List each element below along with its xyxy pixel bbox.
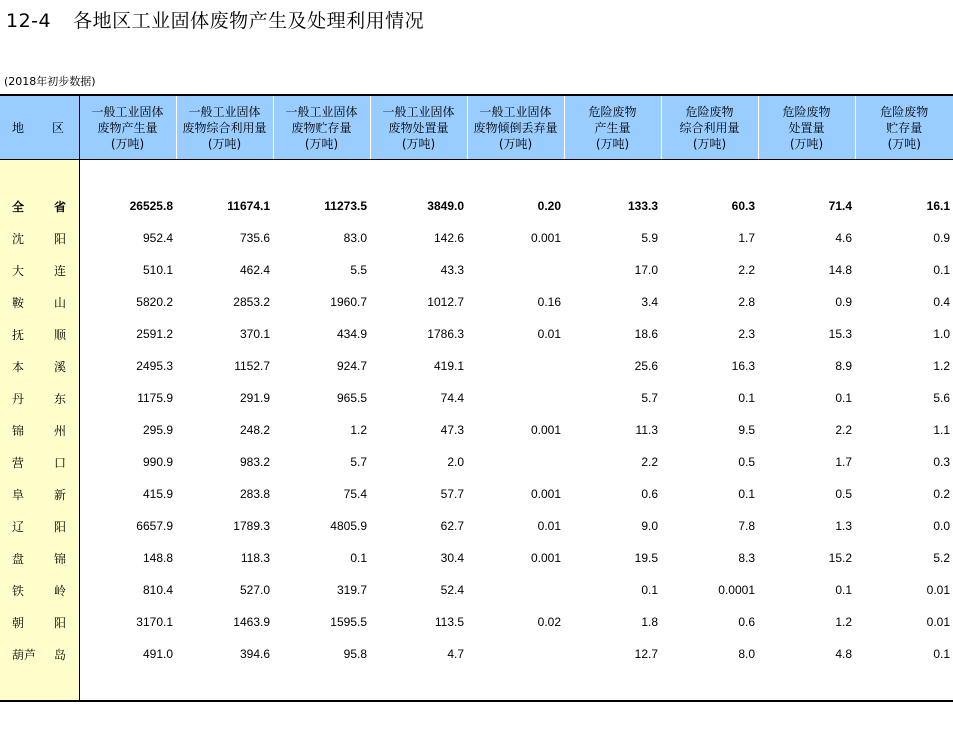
table-body	[0, 160, 953, 701]
table-cell: 0.01	[537, 327, 561, 341]
table-cell: 0.16	[537, 295, 561, 309]
table-row	[0, 222, 953, 254]
table-cell: 291.9	[239, 391, 270, 405]
table-cell: 3.4	[641, 295, 658, 309]
row-region-part-2: 岭	[54, 583, 67, 598]
row-region-part-1: 营	[12, 455, 25, 470]
table-cell: 0.6	[738, 615, 755, 629]
row-region-part-1: 大	[12, 263, 25, 278]
table-cell: 0.9	[933, 231, 950, 245]
table-cell: 0.01	[926, 583, 950, 597]
table-cell: 1.7	[835, 455, 852, 469]
table-cell: 17.0	[634, 263, 658, 277]
table-cell: 4805.9	[330, 519, 367, 533]
table-cell: 1.2	[933, 359, 950, 373]
table-cell: 0.02	[537, 615, 561, 629]
table-cell: 319.7	[336, 583, 367, 597]
row-region-part-2: 山	[54, 295, 67, 310]
table-cell: 415.9	[142, 487, 173, 501]
table-cell: 1.8	[641, 615, 658, 629]
row-region-part-1: 抚	[12, 327, 25, 342]
table-cell: 133.3	[627, 199, 658, 213]
table-cell: 9.0	[641, 519, 658, 533]
row-region-part-1: 葫芦	[12, 647, 37, 662]
row-region-part-2: 顺	[54, 327, 67, 342]
table-cell: 0.2	[933, 487, 950, 501]
table-cell: 5.7	[350, 455, 367, 469]
row-region-part-1: 阜	[12, 487, 25, 502]
header-col-9-line-2: 贮存量	[886, 120, 923, 135]
table-cell: 0.1	[738, 391, 755, 405]
table-cell: 7.8	[738, 519, 755, 533]
table-cell: 394.6	[239, 647, 270, 661]
header-col-4-line-1: 一般工业固体	[382, 104, 455, 119]
header-region	[0, 95, 79, 160]
table-cell: 1.0	[933, 327, 950, 341]
table-cell: 15.3	[828, 327, 852, 341]
row-region	[0, 478, 79, 510]
header-col-9-line-1: 危险废物	[880, 104, 929, 119]
header-col-2-line-1: 一般工业固体	[188, 104, 261, 119]
table-cell: 113.5	[434, 615, 464, 629]
table-cell: 434.9	[336, 327, 367, 341]
table-cell: 8.3	[738, 551, 755, 565]
header-col-9-unit: (万吨)	[887, 136, 921, 151]
table-cell: 142.6	[433, 231, 464, 245]
row-region-part-2: 阳	[54, 519, 67, 534]
table-cell: 283.8	[239, 487, 270, 501]
header-region-part-1: 地	[12, 120, 25, 135]
row-region-part-1: 沈	[12, 231, 25, 246]
row-region	[0, 414, 79, 446]
table-cell: 0.1	[933, 263, 950, 277]
header-col-3-line-2: 废物贮存量	[291, 120, 352, 135]
table-row	[0, 382, 953, 414]
table-row	[0, 446, 953, 478]
table-cell: 16.3	[731, 359, 755, 373]
table-cell: 1.2	[350, 423, 367, 437]
row-region	[0, 222, 79, 254]
data-note: (2018年初步数据)	[4, 75, 96, 88]
table-cell: 1789.3	[233, 519, 270, 533]
table-cell: 0.0	[933, 519, 950, 533]
table-cell: 2591.2	[136, 327, 173, 341]
row-region-part-2: 锦	[54, 551, 67, 566]
table-cell: 26525.8	[129, 199, 173, 213]
header-col-8-line-1: 危险废物	[782, 104, 831, 119]
table-cell: 57.7	[440, 487, 464, 501]
table-cell: 5820.2	[136, 295, 173, 309]
table-cell: 1786.3	[427, 327, 464, 341]
table-cell	[467, 254, 564, 286]
table-header	[0, 95, 953, 160]
table-row	[0, 190, 953, 222]
table-cell	[467, 446, 564, 478]
table-cell: 419.1	[433, 359, 464, 373]
row-region-part-2: 省	[54, 199, 67, 214]
header-col-8-unit: (万吨)	[789, 136, 824, 151]
table-cell: 5.6	[933, 391, 950, 405]
table-cell: 248.2	[239, 423, 270, 437]
row-region	[0, 318, 79, 350]
row-region	[0, 190, 79, 222]
header-col-6-line-1: 危险废物	[588, 104, 637, 119]
header-col-3	[273, 95, 370, 160]
row-region-part-2: 新	[54, 487, 67, 502]
row-region-part-2: 州	[54, 423, 67, 438]
table-row	[0, 350, 953, 382]
row-region-part-2: 连	[54, 263, 67, 278]
header-col-5-unit: (万吨)	[498, 136, 533, 151]
table-cell: 75.4	[343, 487, 367, 501]
spacer-row	[0, 160, 953, 191]
table-cell: 5.7	[641, 391, 658, 405]
row-region-part-1: 鞍	[12, 295, 25, 310]
row-region-part-1: 锦	[12, 423, 25, 438]
table-row	[0, 254, 953, 286]
header-row	[0, 95, 953, 160]
table-cell: 1175.9	[137, 391, 173, 405]
header-col-9	[855, 95, 953, 160]
table-cell: 74.4	[440, 391, 464, 405]
table-cell: 1595.5	[330, 615, 367, 629]
table-cell: 2.2	[738, 263, 755, 277]
table-cell: 43.3	[440, 263, 464, 277]
header-col-7-unit: (万吨)	[692, 136, 727, 151]
table-cell: 1960.7	[330, 295, 367, 309]
row-region-part-1: 全	[12, 199, 25, 214]
table-row	[0, 318, 953, 350]
row-region-part-2: 阳	[54, 615, 67, 630]
table-cell: 0.01	[926, 615, 950, 629]
header-col-5-line-1: 一般工业固体	[479, 104, 552, 119]
row-region	[0, 638, 79, 670]
header-region-part-2: 区	[52, 120, 65, 135]
row-region-part-1: 朝	[12, 615, 25, 630]
table-cell: 16.1	[926, 199, 950, 213]
header-col-1-line-1: 一般工业固体	[91, 104, 164, 119]
table-cell: 2.0	[447, 455, 464, 469]
table-cell: 0.1	[641, 583, 658, 597]
table-cell: 1.1	[933, 423, 950, 437]
header-col-8	[758, 95, 855, 160]
header-col-1-unit: (万吨)	[110, 136, 145, 151]
header-col-5-line-2: 废物倾倒丢弃量	[473, 120, 558, 135]
table-cell	[467, 638, 564, 670]
table-cell: 148.8	[142, 551, 173, 565]
table-cell: 0.1	[835, 391, 852, 405]
table-cell: 1.3	[835, 519, 852, 533]
row-region	[0, 510, 79, 542]
table-cell: 0.001	[530, 423, 561, 437]
table-bottom-rule	[0, 700, 953, 702]
row-region-part-2: 阳	[54, 231, 67, 246]
table-cell: 18.6	[634, 327, 658, 341]
table-cell: 5.9	[641, 231, 658, 245]
header-col-5	[467, 95, 564, 160]
table-row	[0, 510, 953, 542]
table-row	[0, 286, 953, 318]
table-cell: 62.7	[440, 519, 464, 533]
table-cell: 0.1	[350, 551, 367, 565]
table-cell	[467, 574, 564, 606]
table-cell: 0.5	[738, 455, 755, 469]
row-region	[0, 606, 79, 638]
table-cell: 19.5	[634, 551, 658, 565]
table-row	[0, 606, 953, 638]
table-title-text: 各地区工业固体废物产生及处理利用情况	[73, 10, 425, 32]
table-cell: 14.8	[828, 263, 852, 277]
table-cell: 8.9	[835, 359, 852, 373]
header-col-1	[79, 95, 176, 160]
header-col-2-line-2: 废物综合利用量	[182, 120, 267, 135]
table-cell: 510.1	[142, 263, 173, 277]
row-region-part-1: 辽	[12, 519, 25, 534]
spacer-region-cell	[0, 160, 79, 191]
header-col-4	[370, 95, 467, 160]
table-cell: 3849.0	[427, 199, 464, 213]
row-region	[0, 446, 79, 478]
table-cell: 4.7	[447, 647, 464, 661]
table-cell: 15.2	[828, 551, 852, 565]
table-cell: 295.9	[142, 423, 173, 437]
table-cell: 1.2	[835, 615, 852, 629]
table-cell: 4.8	[835, 647, 852, 661]
row-region-part-1: 丹	[12, 391, 25, 406]
table-cell: 527.0	[239, 583, 270, 597]
table-row	[0, 478, 953, 510]
table-cell: 0.1	[738, 487, 755, 501]
table-cell: 0.20	[537, 199, 561, 213]
table-row	[0, 542, 953, 574]
data-table	[0, 94, 953, 700]
table-cell: 8.0	[738, 647, 755, 661]
table-cell: 990.9	[142, 455, 173, 469]
row-region	[0, 382, 79, 414]
table-cell: 1.7	[738, 231, 755, 245]
table-cell: 1012.7	[427, 295, 464, 309]
table-cell: 25.6	[634, 359, 658, 373]
table-cell: 965.5	[336, 391, 367, 405]
table-cell: 0.5	[835, 487, 852, 501]
row-region-part-2: 口	[54, 455, 67, 470]
table-cell: 60.3	[731, 199, 755, 213]
table-cell: 3170.1	[136, 615, 173, 629]
table-number: 12-4	[6, 10, 52, 32]
table-cell: 47.3	[440, 423, 464, 437]
table-cell: 370.1	[239, 327, 270, 341]
header-col-3-line-1: 一般工业固体	[285, 104, 358, 119]
header-col-6-unit: (万吨)	[595, 136, 630, 151]
table-cell	[467, 350, 564, 382]
header-col-2	[176, 95, 273, 160]
table-cell: 0.1	[835, 583, 852, 597]
table-cell: 2853.2	[233, 295, 270, 309]
row-region-part-1: 盘	[12, 551, 25, 566]
table-cell: 5.5	[350, 263, 367, 277]
row-region-part-1: 铁	[12, 583, 25, 598]
table-cell: 9.5	[738, 423, 755, 437]
table-cell: 2.8	[738, 295, 755, 309]
row-region-part-2: 溪	[54, 359, 67, 374]
table-cell: 2.2	[835, 423, 852, 437]
table-cell: 1152.7	[234, 359, 270, 373]
table-cell: 2495.3	[136, 359, 173, 373]
table-cell: 2.2	[641, 455, 658, 469]
table-cell: 12.7	[634, 647, 658, 661]
table-cell: 0.3	[933, 455, 950, 469]
header-col-7	[661, 95, 758, 160]
row-region	[0, 254, 79, 286]
table-title	[6, 6, 424, 33]
row-region	[0, 350, 79, 382]
header-col-3-unit: (万吨)	[304, 136, 339, 151]
table-cell: 952.4	[142, 231, 173, 245]
data-table-container	[0, 94, 953, 700]
table-cell: 462.4	[239, 263, 270, 277]
table-cell: 0.1	[933, 647, 950, 661]
table-cell: 83.0	[343, 231, 367, 245]
table-cell: 11.3	[635, 423, 658, 437]
table-cell: 0.001	[530, 487, 561, 501]
table-cell: 0.001	[530, 551, 561, 565]
table-cell: 0.01	[537, 519, 561, 533]
table-row	[0, 574, 953, 606]
header-col-7-line-1: 危险废物	[685, 104, 734, 119]
tail-region-cell	[0, 670, 79, 700]
table-cell: 118.3	[240, 551, 270, 565]
row-region	[0, 542, 79, 574]
table-cell: 924.7	[336, 359, 367, 373]
header-col-6-line-2: 产生量	[594, 120, 631, 135]
table-cell: 491.0	[142, 647, 173, 661]
header-col-8-line-2: 处置量	[788, 120, 825, 135]
header-col-4-line-2: 废物处置量	[388, 120, 449, 135]
table-cell: 2.3	[738, 327, 755, 341]
header-col-2-unit: (万吨)	[207, 136, 242, 151]
table-row	[0, 638, 953, 670]
table-cell: 0.9	[835, 295, 852, 309]
table-cell: 11273.5	[324, 199, 367, 213]
tail-cell	[79, 670, 953, 700]
table-cell: 4.6	[835, 231, 852, 245]
table-cell: 0.4	[933, 295, 950, 309]
header-col-4-unit: (万吨)	[401, 136, 436, 151]
tail-row	[0, 670, 953, 700]
table-cell: 735.6	[239, 231, 270, 245]
table-cell: 95.8	[343, 647, 367, 661]
spacer-cell	[79, 160, 953, 191]
header-col-7-line-2: 综合利用量	[679, 120, 740, 135]
row-region-part-2: 岛	[54, 647, 67, 662]
row-region-part-1: 本	[12, 359, 25, 374]
header-col-6	[564, 95, 661, 160]
table-cell: 11674.1	[227, 199, 270, 213]
row-region	[0, 286, 79, 318]
row-region	[0, 574, 79, 606]
table-cell: 71.4	[828, 199, 852, 213]
table-cell	[467, 382, 564, 414]
table-row	[0, 414, 953, 446]
table-cell: 5.2	[933, 551, 950, 565]
table-cell: 0.0001	[718, 583, 755, 597]
row-region-part-2: 东	[54, 391, 67, 406]
table-cell: 983.2	[239, 455, 270, 469]
table-cell: 0.001	[530, 231, 561, 245]
table-cell: 52.4	[440, 583, 464, 597]
table-cell: 1463.9	[233, 615, 270, 629]
table-cell: 810.4	[142, 583, 173, 597]
table-cell: 30.4	[440, 551, 464, 565]
table-cell: 0.6	[641, 487, 658, 501]
table-cell: 6657.9	[136, 519, 173, 533]
header-col-1-line-2: 废物产生量	[97, 120, 158, 135]
